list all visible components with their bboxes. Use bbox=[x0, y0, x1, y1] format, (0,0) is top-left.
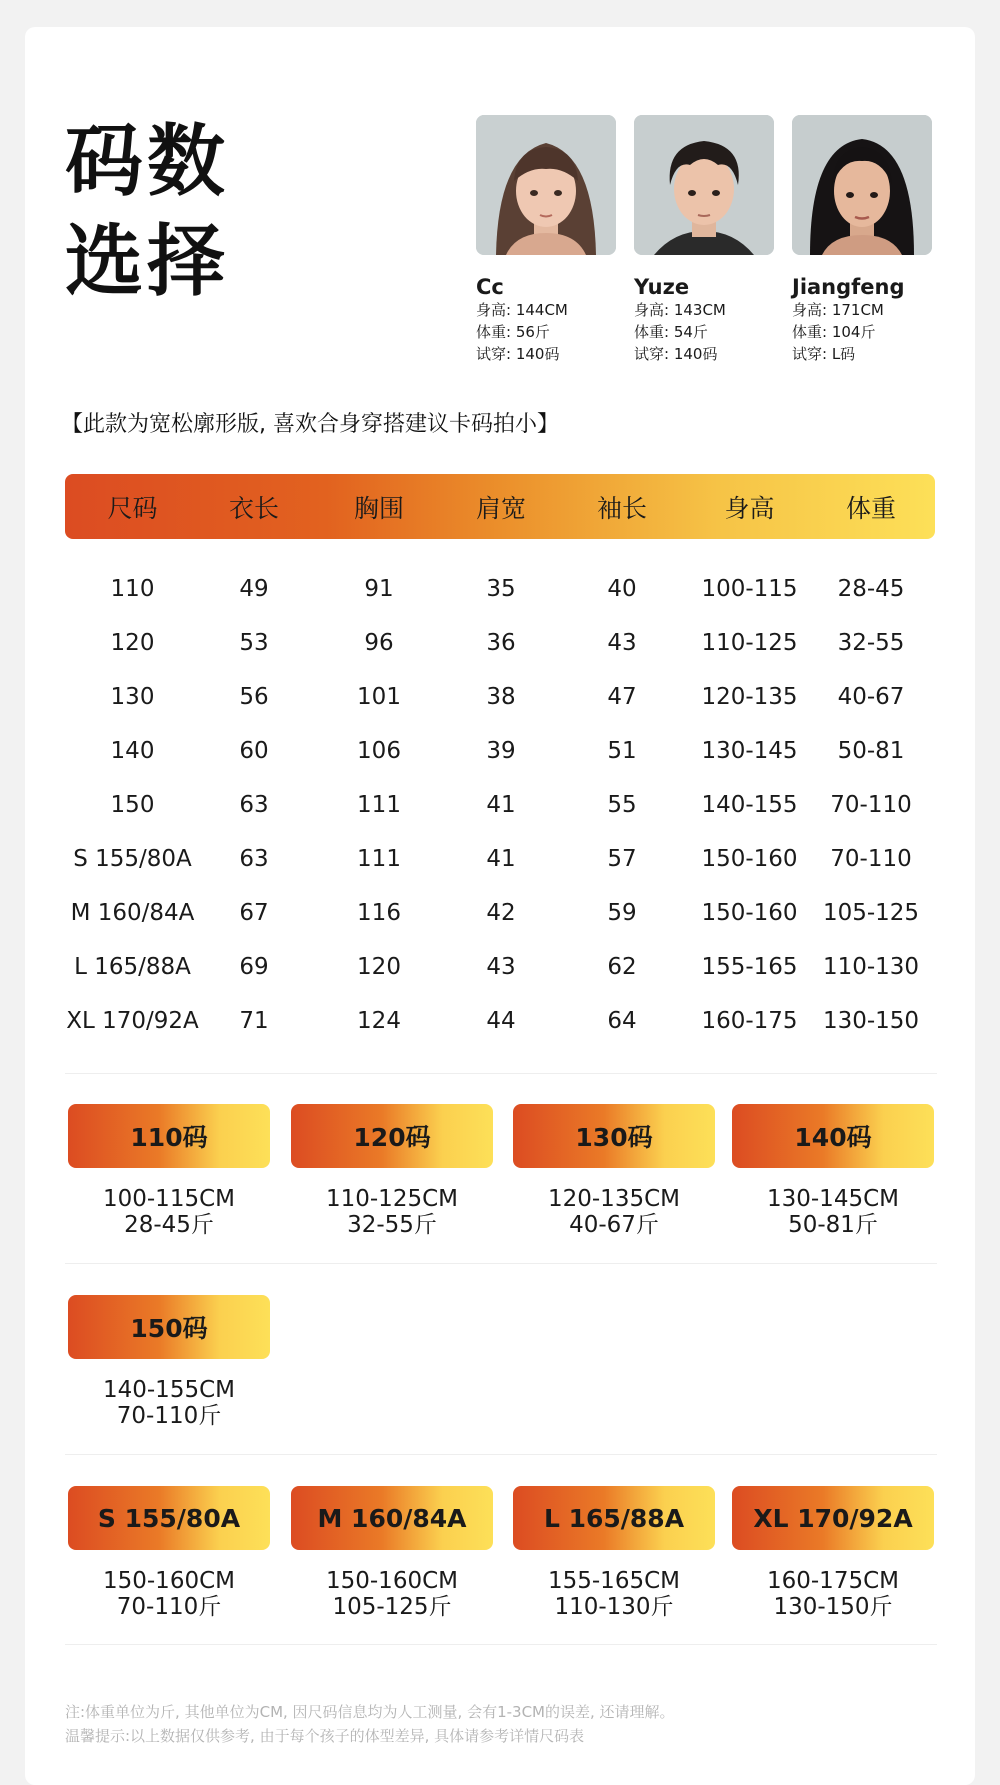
size-card-130 bbox=[513, 1104, 715, 1238]
size-height-range: 150-160CM bbox=[102, 1568, 235, 1594]
size-table-body bbox=[65, 562, 935, 1048]
footnote-reminder: 温馨提示:以上数据仅供参考, 由于每个孩子的体型差异, 具体请参考详情尺码表 bbox=[65, 1727, 585, 1745]
size-badge: 120码 bbox=[291, 1104, 493, 1168]
size-weight-range: 105-125斤 bbox=[332, 1594, 452, 1620]
divider bbox=[65, 1454, 937, 1455]
footnotes bbox=[65, 1700, 675, 1748]
page-title: 码数 选择 bbox=[65, 116, 230, 307]
size-height-range: 160-175CM bbox=[766, 1568, 899, 1594]
size-badge: 130码 bbox=[513, 1104, 715, 1168]
size-badge: S 155/80A bbox=[68, 1486, 270, 1550]
size-card-s bbox=[68, 1486, 270, 1620]
model-weight: 体重: 104斤 bbox=[792, 323, 876, 341]
size-weight-range: 50-81斤 bbox=[788, 1212, 878, 1238]
model-tried-size: 试穿: 140码 bbox=[634, 345, 718, 363]
size-table-header bbox=[65, 474, 935, 539]
divider bbox=[65, 1073, 937, 1074]
size-badge: XL 170/92A bbox=[732, 1486, 934, 1550]
header-cell: 袖长 bbox=[596, 493, 647, 523]
model-name: Jiangfeng bbox=[792, 275, 905, 299]
size-weight-range: 70-110斤 bbox=[116, 1403, 222, 1429]
size-height-range: 130-145CM bbox=[766, 1186, 899, 1212]
size-badge: 140码 bbox=[732, 1104, 934, 1168]
model-weight: 体重: 56斤 bbox=[476, 323, 550, 341]
size-weight-range: 70-110斤 bbox=[116, 1594, 222, 1620]
model-photo bbox=[634, 115, 774, 255]
model-height: 身高: 171CM bbox=[792, 301, 884, 319]
size-badge: 150码 bbox=[68, 1295, 270, 1359]
model-height: 身高: 143CM bbox=[634, 301, 726, 319]
size-weight-range: 40-67斤 bbox=[569, 1212, 659, 1238]
model-name: Cc bbox=[476, 275, 504, 299]
table-row: 130 56 101 38 47 120-135 40-67 bbox=[110, 684, 905, 710]
size-height-range: 120-135CM bbox=[547, 1186, 680, 1212]
table-row: XL 170/92A 71 124 44 64 160-175 130-150 bbox=[66, 1008, 920, 1034]
size-height-range: 155-165CM bbox=[547, 1568, 680, 1594]
size-guide-card bbox=[25, 27, 975, 1785]
size-height-range: 140-155CM bbox=[102, 1377, 235, 1403]
table-row: 120 53 96 36 43 110-125 32-55 bbox=[110, 630, 905, 656]
size-badge: L 165/88A bbox=[513, 1486, 715, 1550]
header-cell: 肩宽 bbox=[475, 493, 526, 523]
divider bbox=[65, 1263, 937, 1264]
header-cell: 身高 bbox=[724, 493, 775, 523]
table-row: 150 63 111 41 55 140-155 70-110 bbox=[110, 792, 912, 818]
model-height: 身高: 144CM bbox=[476, 301, 568, 319]
size-badge: M 160/84A bbox=[291, 1486, 493, 1550]
size-card-140 bbox=[732, 1104, 934, 1238]
table-row: L 165/88A 69 120 43 62 155-165 110-130 bbox=[74, 954, 920, 980]
model-tried-size: 试穿: L码 bbox=[792, 345, 856, 363]
fit-notice: 【此款为宽松廓形版, 喜欢合身穿搭建议卡码拍小】 bbox=[61, 412, 559, 437]
header-cell: 胸围 bbox=[353, 493, 404, 523]
size-card-l bbox=[513, 1486, 715, 1620]
header-cell: 体重 bbox=[845, 493, 896, 523]
size-card-110 bbox=[68, 1104, 270, 1238]
header-cell: 尺码 bbox=[107, 493, 158, 523]
table-row: M 160/84A 67 116 42 59 150-160 105-125 bbox=[70, 900, 920, 926]
size-card-m bbox=[291, 1486, 493, 1620]
size-card-120 bbox=[291, 1104, 493, 1238]
model-photo bbox=[476, 115, 616, 255]
size-weight-range: 28-45斤 bbox=[124, 1212, 214, 1238]
size-height-range: 110-125CM bbox=[325, 1186, 458, 1212]
model-name: Yuze bbox=[634, 275, 690, 299]
size-height-range: 100-115CM bbox=[102, 1186, 235, 1212]
model-cc bbox=[476, 115, 616, 365]
footnote-measurement: 注:体重单位为斤, 其他单位为CM, 因尺码信息均为人工测量, 会有1-3CM的误差, 还请理解。 bbox=[65, 1703, 675, 1721]
model-jiangfeng bbox=[792, 115, 932, 365]
model-weight: 体重: 54斤 bbox=[634, 323, 708, 341]
size-weight-range: 110-130斤 bbox=[554, 1594, 674, 1620]
size-badge: 110码 bbox=[68, 1104, 270, 1168]
size-weight-range: 32-55斤 bbox=[347, 1212, 437, 1238]
model-yuze bbox=[634, 115, 774, 365]
divider bbox=[65, 1644, 937, 1645]
header-cell: 衣长 bbox=[228, 493, 279, 523]
size-weight-range: 130-150斤 bbox=[773, 1594, 893, 1620]
size-height-range: 150-160CM bbox=[325, 1568, 458, 1594]
model-tried-size: 试穿: 140码 bbox=[476, 345, 560, 363]
table-row: S 155/80A 63 111 41 57 150-160 70-110 bbox=[73, 846, 912, 872]
size-card-150 bbox=[68, 1295, 270, 1429]
table-row: 140 60 106 39 51 130-145 50-81 bbox=[110, 738, 905, 764]
table-row: 110 49 91 35 40 100-115 28-45 bbox=[110, 576, 905, 602]
size-card-xl bbox=[732, 1486, 934, 1620]
model-photo bbox=[792, 115, 932, 255]
